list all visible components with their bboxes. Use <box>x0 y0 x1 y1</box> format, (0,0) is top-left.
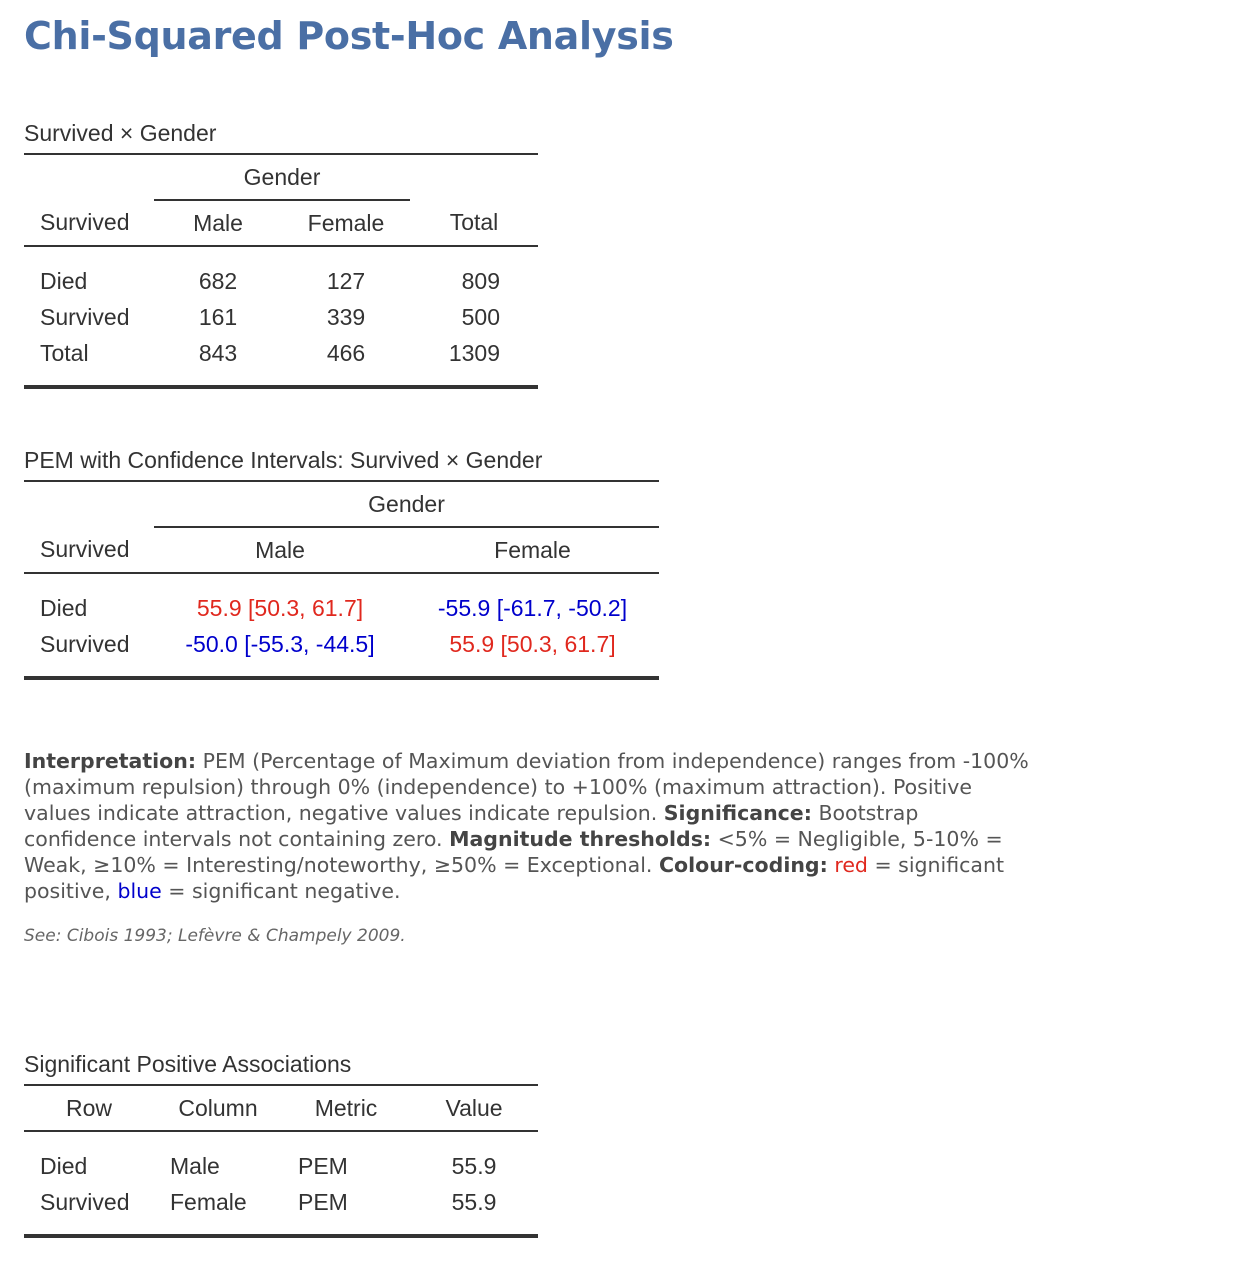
positive-associations-table <box>24 1084 538 1238</box>
positive-header-row-col: Row <box>24 1085 154 1131</box>
cell: Male <box>170 1152 220 1179</box>
crosstab-header-total: Total <box>410 200 538 246</box>
cell: 809 <box>461 267 500 294</box>
positive-caption: Significant Positive Associations <box>24 1051 352 1077</box>
interpretation-label: Interpretation: <box>24 749 197 773</box>
table-row <box>24 573 659 626</box>
positive-header-row <box>24 1085 538 1131</box>
colour-coding-label: Colour-coding: <box>658 853 828 877</box>
pem-header-male: Male <box>154 527 406 573</box>
row-label: Died <box>40 594 88 621</box>
row-label: Died <box>40 267 88 294</box>
cell: 682 <box>198 267 238 294</box>
crosstab-header-row <box>24 200 538 246</box>
row-label: Survived <box>40 630 130 657</box>
cell: PEM <box>298 1188 348 1215</box>
cell: 55.9 <box>451 1152 497 1179</box>
table-row <box>24 299 538 335</box>
crosstab-spanner-gender: Gender <box>154 154 410 200</box>
page-title: Chi-Squared Post-Hoc Analysis <box>24 14 674 58</box>
cell: Female <box>170 1188 247 1215</box>
cell: 843 <box>198 339 238 366</box>
row-label: Survived <box>40 303 130 330</box>
pem-cell-positive: 55.9 [50.3, 61.7] <box>449 630 616 657</box>
cell: Died <box>40 1152 88 1179</box>
cell: 127 <box>326 267 366 294</box>
cell: 466 <box>326 339 366 366</box>
interpretation-text: PEM (Percentage of Maximum deviation from independence) ranges from -100% (maximum repulsion) through 0% (independence) to +100% (maximum attraction). Positive values indicate attraction, negative values indicate repulsion. <box>24 749 1029 825</box>
table-row <box>24 246 538 299</box>
cell: 500 <box>461 303 500 330</box>
cell: 161 <box>198 303 238 330</box>
positive-header-column: Column <box>154 1085 282 1131</box>
interpretation-notes <box>24 748 1034 904</box>
cell: PEM <box>298 1152 348 1179</box>
colour-coding-end: = significant negative. <box>161 879 401 903</box>
citation: See: Cibois 1993; Lefèvre & Champely 2009. <box>24 926 406 946</box>
pem-header-survived: Survived <box>24 527 154 573</box>
table-row <box>24 335 538 387</box>
crosstab-header-male: Male <box>154 200 282 246</box>
table-row <box>24 1131 538 1184</box>
cell: 339 <box>326 303 366 330</box>
crosstab-header-female: Female <box>282 200 410 246</box>
crosstab-table-section <box>24 120 538 389</box>
cell: 1309 <box>448 339 500 366</box>
magnitude-label: Magnitude thresholds: <box>449 827 712 851</box>
pem-spanner-row <box>24 481 659 527</box>
pem-header-row <box>24 527 659 573</box>
table-row <box>24 626 659 678</box>
pem-caption: PEM with Confidence Intervals: Survived × Gender <box>24 447 543 473</box>
red-word: red <box>834 853 868 877</box>
magnitude-text: <5% = Negligible, 5-10% = Weak, ≥10% = Interesting/noteworthy, ≥50% = Exceptional. <box>24 827 1003 877</box>
pem-header-female: Female <box>406 527 659 573</box>
cell: Survived <box>40 1188 130 1215</box>
pem-table-section <box>24 447 659 680</box>
pem-cell-negative: -50.0 [-55.3, -44.5] <box>185 630 375 657</box>
significance-label: Significance: <box>663 801 812 825</box>
cell: 55.9 <box>451 1188 497 1215</box>
pem-cell-negative: -55.9 [-61.7, -50.2] <box>437 594 628 621</box>
positive-associations-section <box>24 1051 538 1238</box>
positive-header-value: Value <box>410 1085 538 1131</box>
crosstab-caption: Survived × Gender <box>24 120 217 146</box>
pem-spanner-gender: Gender <box>154 481 659 527</box>
significance-text: Bootstrap confidence intervals not containing zero. <box>24 801 919 851</box>
crosstab-header-survived: Survived <box>24 200 154 246</box>
row-label: Total <box>40 339 89 366</box>
table-row <box>24 1184 538 1236</box>
crosstab-table <box>24 153 538 389</box>
crosstab-spanner-row <box>24 154 538 200</box>
blue-word: blue <box>117 879 162 903</box>
colour-coding-mid: = significant positive, <box>24 853 1005 903</box>
pem-table <box>24 480 659 680</box>
positive-header-metric: Metric <box>282 1085 410 1131</box>
pem-cell-positive: 55.9 [50.3, 61.7] <box>196 594 364 621</box>
